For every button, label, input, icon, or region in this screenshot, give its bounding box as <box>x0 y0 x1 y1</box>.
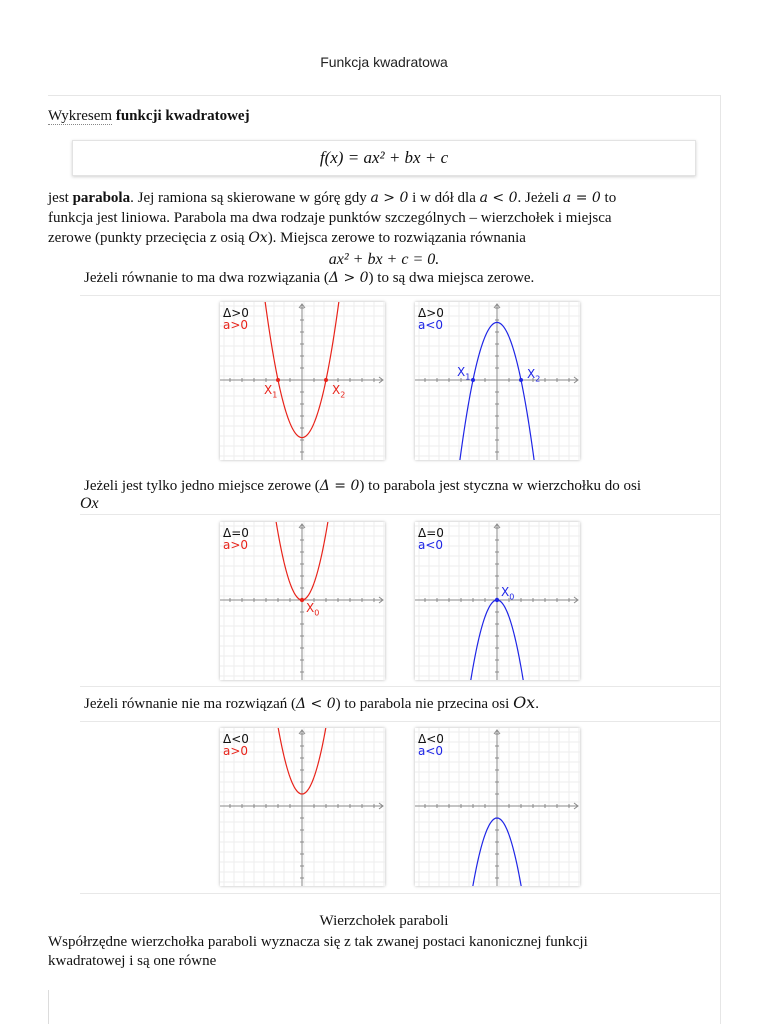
parabola-term: parabola <box>72 190 131 206</box>
root-letter: X <box>501 585 510 599</box>
content-frame-left <box>48 990 49 1024</box>
section-line-1: Współrzędne wierzchołka paraboli wyznacza się z tak zwanej postaci kanonicznej funkcji <box>48 934 588 950</box>
text-run: . Jeżeli <box>517 190 563 206</box>
math-a-zero: a = 0 <box>562 190 601 206</box>
root-index: 2 <box>340 390 346 400</box>
divider <box>80 514 720 515</box>
math-delta: Δ > 0 <box>328 270 369 286</box>
delta-label: Δ=0 <box>223 526 249 540</box>
graph-delta-neg-a-pos <box>220 728 385 886</box>
a-label: a<0 <box>418 744 444 758</box>
case-two-roots <box>84 268 534 288</box>
graph-delta-pos-a-pos <box>220 302 385 460</box>
delta-label: Δ<0 <box>223 732 249 746</box>
intro-link[interactable]: Wykresem <box>48 108 113 124</box>
paragraph-line-2: funkcja jest liniowa. Parabola ma dwa rodzaje punktów szczególnych – wierzchołek i miejsca <box>48 210 612 226</box>
root-index: 0 <box>509 592 515 602</box>
delta-label: Δ>0 <box>418 306 444 320</box>
root-x1-label <box>457 366 470 383</box>
math-delta: Δ < 0 <box>295 696 336 712</box>
graph-delta-zero-a-neg <box>415 522 580 680</box>
math-ox: Ox <box>513 693 536 712</box>
text-run: i w dół dla <box>408 190 480 206</box>
a-label: a<0 <box>418 318 444 332</box>
text-run: ) to są dwa miejsca zerowe. <box>368 270 535 286</box>
root-index: 1 <box>465 372 471 382</box>
vertex-point <box>495 598 499 602</box>
text-run: Jeżeli równanie nie ma rozwiązań ( <box>84 696 296 712</box>
root-letter: X <box>527 367 536 381</box>
paragraph-line-1 <box>48 188 616 208</box>
text-run: ) to parabola jest styczna w wierzchołku do osi <box>359 478 641 494</box>
root-x2-label <box>332 384 345 401</box>
delta-label: Δ>0 <box>223 306 249 320</box>
text-run: Jeżeli jest tylko jedno miejsce zerowe ( <box>84 478 320 494</box>
content-frame-right <box>720 95 721 1024</box>
root-index: 2 <box>535 374 541 384</box>
divider <box>80 893 720 894</box>
text-run: zerowe (punkty przecięcia z osią <box>48 230 249 246</box>
section-line-2: kwadratowej i są one równe <box>48 953 217 969</box>
root-point <box>471 378 475 382</box>
root-x1-label <box>264 384 277 401</box>
root-letter: X <box>306 601 315 615</box>
divider <box>80 686 720 687</box>
graph-delta-zero-a-pos <box>220 522 385 680</box>
content-frame-top <box>48 95 721 96</box>
a-label: a>0 <box>223 744 249 758</box>
intro-line <box>48 106 250 126</box>
root-point <box>324 378 328 382</box>
math-a-positive: a > 0 <box>370 190 409 206</box>
a-label: a<0 <box>418 538 444 552</box>
math-a-negative: a < 0 <box>479 190 518 206</box>
root-point <box>276 378 280 382</box>
a-label: a>0 <box>223 318 249 332</box>
paragraph-line-3 <box>48 228 526 248</box>
text-run: . Jej ramiona są skierowane w górę gdy <box>130 190 371 206</box>
a-label: a>0 <box>223 538 249 552</box>
root-x2-label <box>527 368 540 385</box>
text-run: ). Miejsca zerowe to rozwiązania równania <box>267 230 526 246</box>
graph-delta-pos-a-neg <box>415 302 580 460</box>
intro-bold: funkcji kwadratowej <box>115 108 250 124</box>
quadratic-equation: ax² + bx + c = 0. <box>328 251 440 268</box>
section-title: Wierzchołek paraboli <box>319 913 449 929</box>
vertex-point <box>300 598 304 602</box>
divider <box>80 295 720 296</box>
text-run: Jeżeli równanie to ma dwa rozwiązania ( <box>84 270 329 286</box>
root-letter: X <box>457 365 466 379</box>
root-letter: X <box>264 383 273 397</box>
root-index: 1 <box>272 390 278 400</box>
delta-label: Δ=0 <box>418 526 444 540</box>
vertex-x0-label <box>306 602 319 619</box>
formula-box: f(x) = ax² + bx + c <box>72 140 696 176</box>
case-no-roots <box>84 693 539 714</box>
text-run: . <box>535 696 539 712</box>
text-run: to <box>600 190 617 206</box>
math-ox: Ox <box>80 495 99 512</box>
text-run: jest <box>48 190 73 206</box>
text-run: ) to parabola nie przecina osi <box>335 696 514 712</box>
vertex-x0-label <box>501 586 514 603</box>
case-one-root <box>84 476 641 496</box>
root-letter: X <box>332 383 341 397</box>
divider <box>80 721 720 722</box>
math-delta: Δ = 0 <box>319 478 360 494</box>
graph-delta-neg-a-neg <box>415 728 580 886</box>
root-index: 0 <box>314 608 320 618</box>
root-point <box>519 378 523 382</box>
math-ox: Ox <box>248 230 268 246</box>
delta-label: Δ<0 <box>418 732 444 746</box>
page-title: Funkcja kwadratowa <box>320 54 448 70</box>
